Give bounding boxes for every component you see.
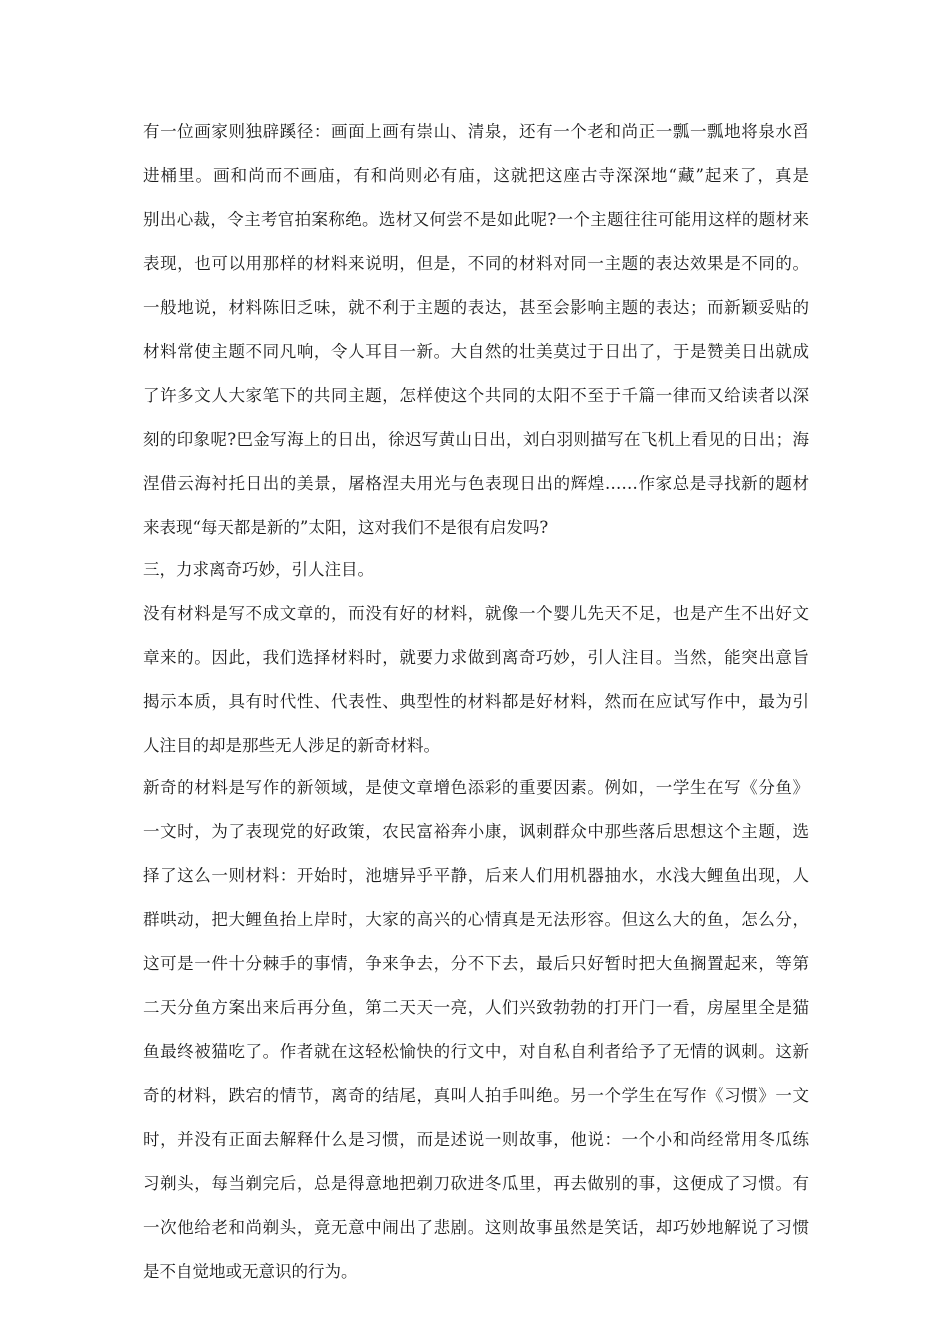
section-heading: 三，力求离奇巧妙，引人注目。: [143, 560, 374, 579]
text-line: 没有材料是写不成文章的，而没有好的材料，就像一个婴儿先天不足，也是产生不出好文: [143, 604, 809, 623]
text-line: 一次他给老和尚剃头，竟无意中闹出了悲剧。这则故事虽然是笑话，却巧妙地解说了习惯: [143, 1218, 809, 1237]
text-line: 习剃头，每当剃完后，总是得意地把剃刀砍进冬瓜里，再去做别的事，这便成了习惯。有: [143, 1174, 809, 1193]
text-line: 择了这么一则材料：开始时，池塘异乎平静，后来人们用机器抽水，水浅大鲤鱼出现，人: [143, 866, 809, 885]
text-line: 表现，也可以用那样的材料来说明，但是，不同的材料对同一主题的表达效果是不同的。: [143, 254, 809, 273]
text-line: 这可是一件十分棘手的事情，争来争去，分不下去，最后只好暂时把大鱼搁置起来，等第: [143, 954, 809, 973]
text-line: 鱼最终被猫吃了。作者就在这轻松愉快的行文中，对自私自利者给予了无情的讽刺。这新: [143, 1042, 809, 1061]
text-line: 涅借云海衬托日出的美景，屠格涅夫用光与色表现日出的辉煌……作家总是寻找新的题材: [143, 474, 809, 493]
text-line: 刻的印象呢?巴金写海上的日出，徐迟写黄山日出，刘白羽则描写在飞机上看见的日出；海: [143, 430, 809, 449]
text-line: 奇的材料，跌宕的情节，离奇的结尾，真叫人拍手叫绝。另一个学生在写作《习惯》一文: [143, 1086, 809, 1105]
text-line: 新奇的材料是写作的新领域，是使文章增色添彩的重要因素。例如，一学生在写《分鱼》: [143, 778, 809, 797]
text-line: 一文时，为了表现党的好政策，农民富裕奔小康，讽刺群众中那些落后思想这个主题，选: [143, 822, 809, 841]
text-line: 一般地说，材料陈旧乏味，就不利于主题的表达，甚至会影响主题的表达；而新颖妥贴的: [143, 298, 809, 317]
text-line: 材料常使主题不同凡响，令人耳目一新。大自然的壮美莫过于日出了，于是赞美日出就成: [143, 342, 809, 361]
text-line: 揭示本质，具有时代性、代表性、典型性的材料都是好材料，然而在应试写作中，最为引: [143, 692, 809, 711]
text-line: 进桶里。画和尚而不画庙，有和尚则必有庙，这就把这座古寺深深地“藏”起来了，真是: [143, 166, 809, 185]
text-line: 来表现“每天都是新的”太阳，这对我们不是很有启发吗?: [143, 518, 549, 537]
text-line: 是不自觉地或无意识的行为。: [143, 1262, 358, 1281]
text-line: 群哄动，把大鲤鱼抬上岸时，大家的高兴的心情真是无法形容。但这么大的鱼，怎么分，: [143, 910, 809, 929]
text-line: 时，并没有正面去解释什么是习惯，而是述说一则故事，他说：一个小和尚经常用冬瓜练: [143, 1130, 809, 1149]
text-line: 章来的。因此，我们选择材料时，就要力求做到离奇巧妙，引人注目。当然，能突出意旨: [143, 648, 809, 667]
text-line: 别出心裁，令主考官拍案称绝。选材又何尝不是如此呢?一个主题往往可能用这样的题材来: [143, 210, 809, 229]
text-line: 了许多文人大家笔下的共同主题，怎样使这个共同的太阳不至于千篇一律而又给读者以深: [143, 386, 809, 405]
text-line: 二天分鱼方案出来后再分鱼，第二天天一亮，人们兴致勃勃的打开门一看，房屋里全是猫: [143, 998, 809, 1017]
text-line: 人注目的却是那些无人涉足的新奇材料。: [143, 736, 440, 755]
text-line: 有一位画家则独辟蹊径：画面上画有崇山、清泉，还有一个老和尚正一瓢一瓢地将泉水舀: [143, 122, 809, 141]
